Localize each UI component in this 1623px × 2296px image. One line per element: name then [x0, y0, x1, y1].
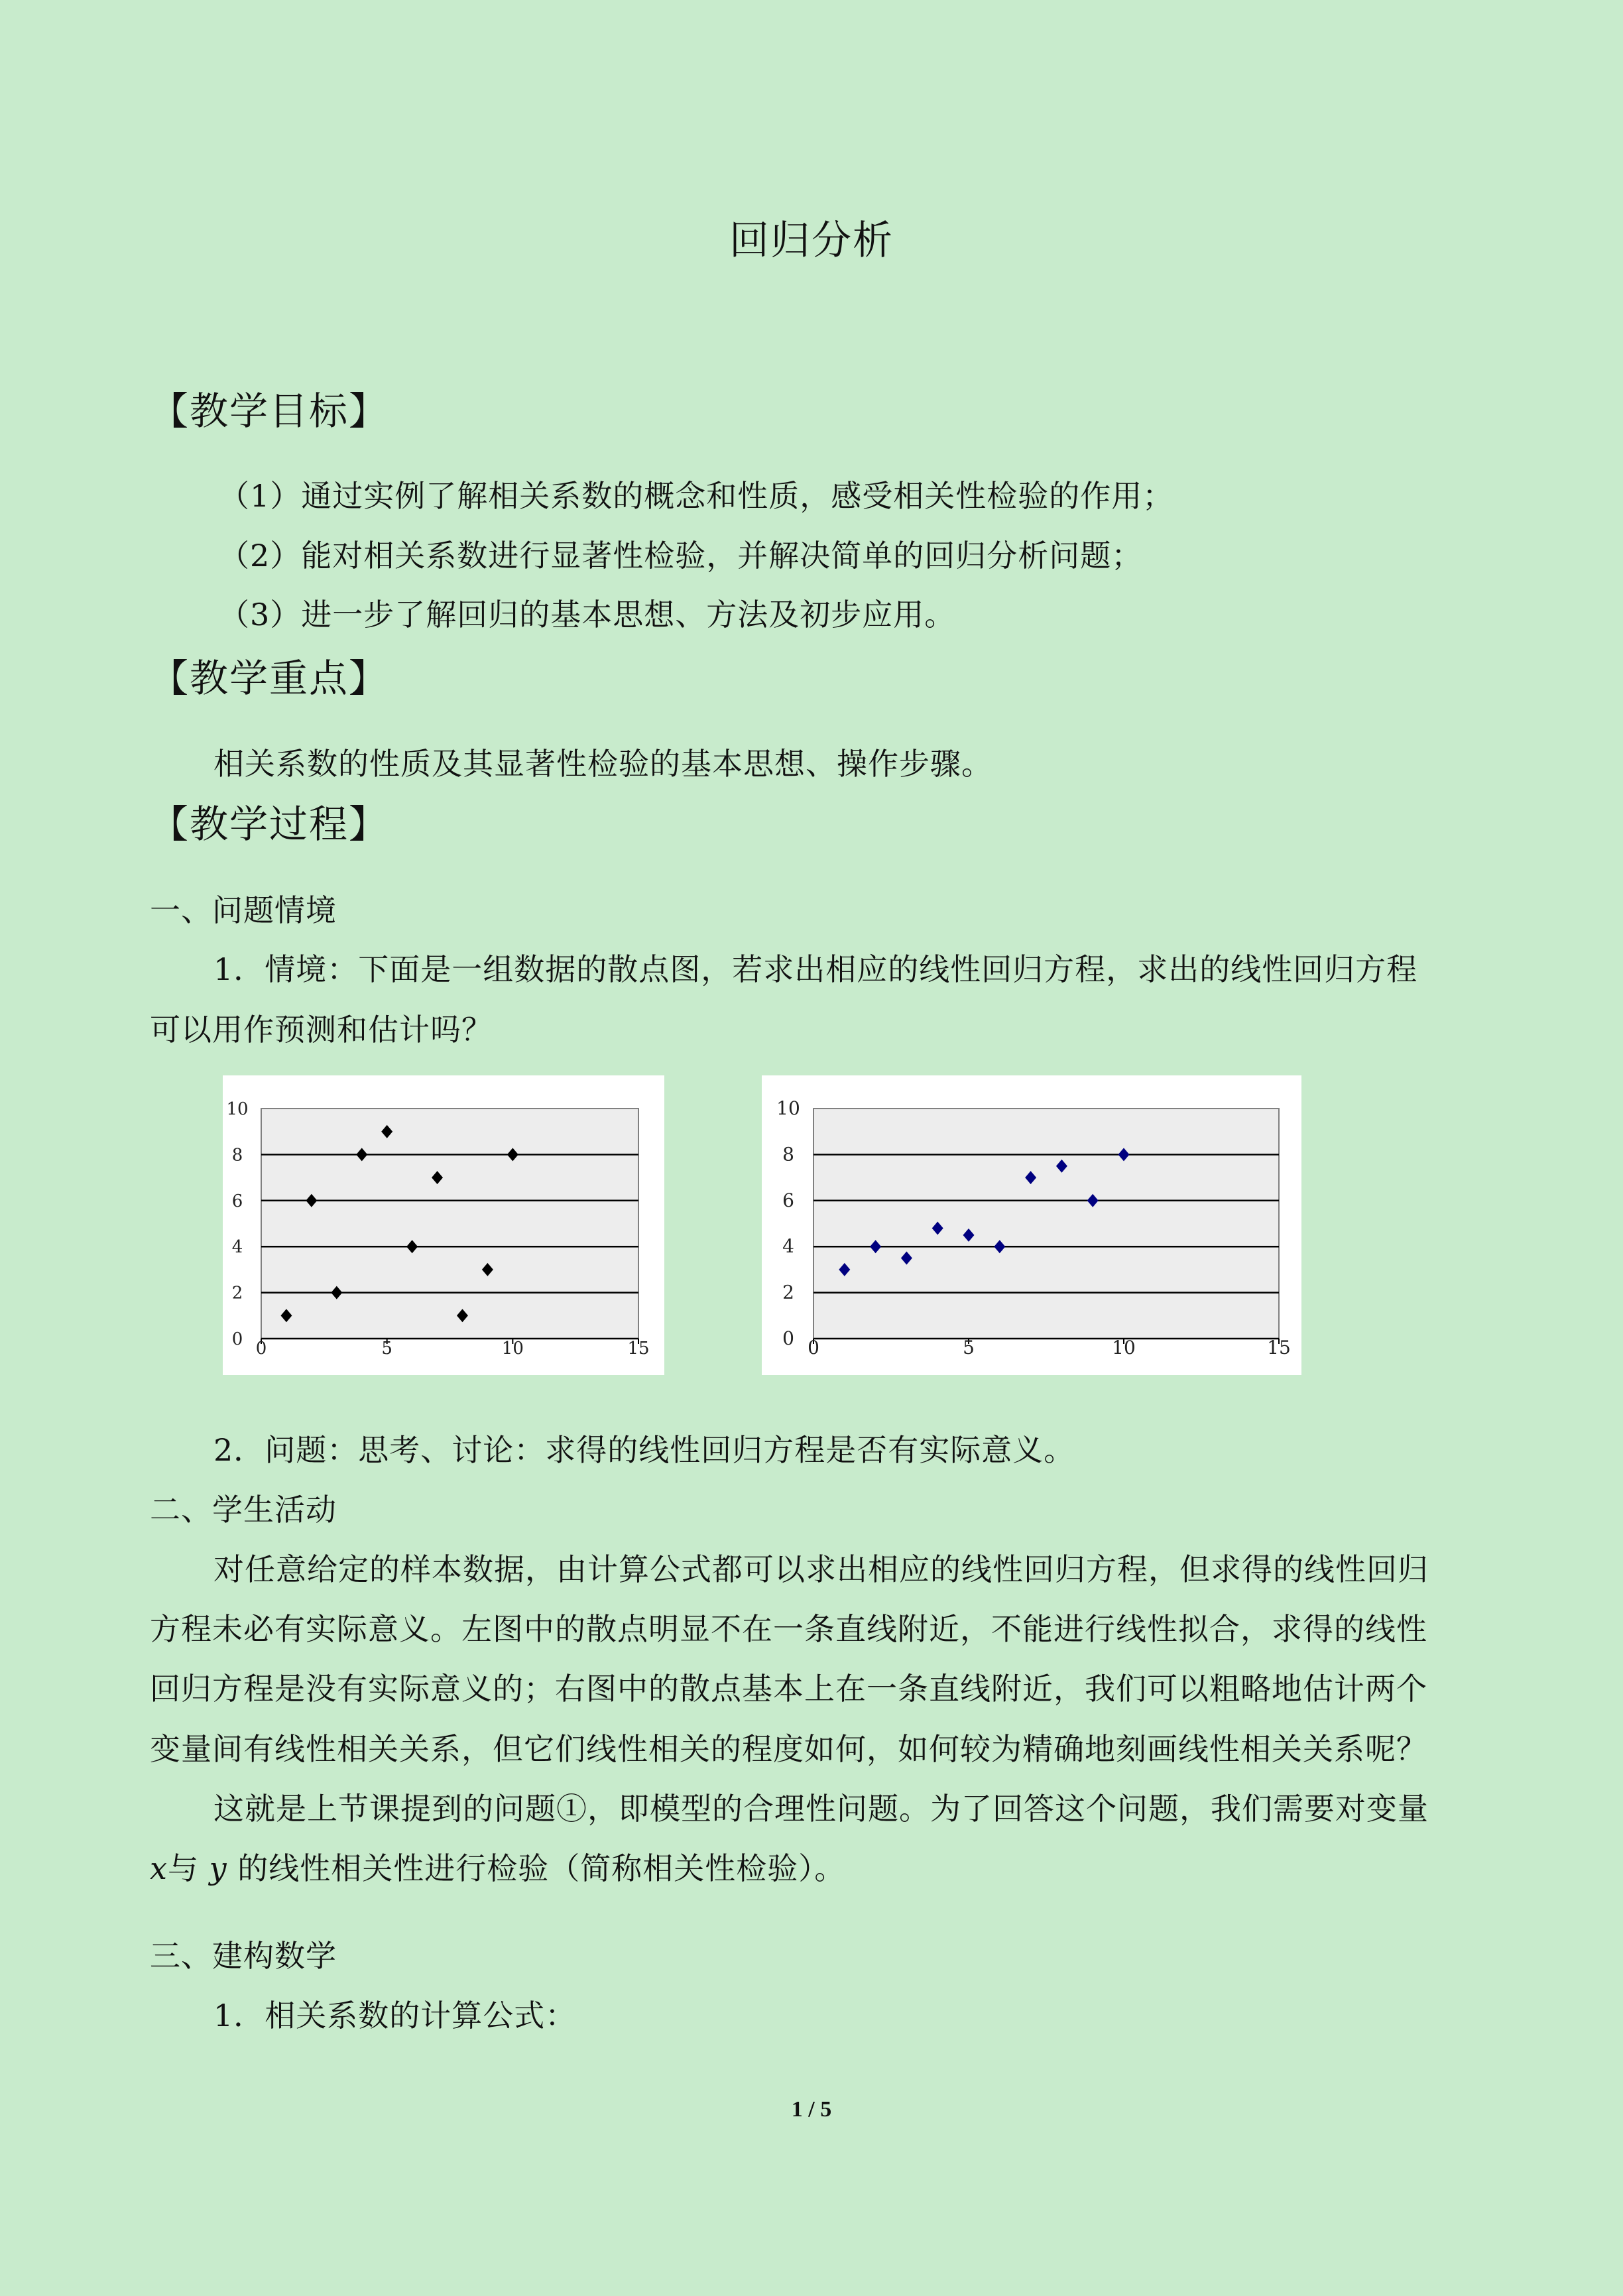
scatter-chart-left: [223, 1075, 664, 1375]
plot-area: [813, 1109, 1279, 1339]
objective-item-1: （1）通过实例了解相关系数的概念和性质，感受相关性检验的作用；: [219, 478, 1174, 514]
section-title-problem: 一、问题情境: [150, 892, 337, 928]
x-tick-label: 5: [963, 1337, 975, 1359]
activity-p1-line-2: 方程未必有实际意义。左图中的散点明显不在一条直线附近，不能进行线性拟合，求得的线性: [150, 1611, 1427, 1647]
objective-item-2: （2）能对相关系数进行显著性检验，并解决简单的回归分析问题；: [219, 538, 1143, 574]
objectives-heading: 【教学目标】: [150, 389, 389, 434]
x-tick-label: 5: [381, 1339, 392, 1359]
y-tick-label: 6: [782, 1189, 794, 1211]
page-number: 1 / 5: [791, 2097, 832, 2122]
section-title-activity: 二、学生活动: [150, 1492, 337, 1528]
situation-line-1: 1．情境：下面是一组数据的散点图，若求出相应的线性回归方程，求出的线性回归方程: [213, 951, 1418, 987]
page-title: 回归分析: [729, 217, 894, 264]
situation-line-2: 可以用作预测和估计吗？: [150, 1012, 493, 1048]
y-tick-label: 2: [782, 1281, 794, 1303]
y-tick-label: 10: [226, 1099, 249, 1119]
activity-p2-line-2: [150, 1848, 845, 1888]
x-tick-label: 15: [627, 1339, 650, 1359]
plot-area: [261, 1109, 638, 1339]
y-tick-label: 8: [782, 1143, 794, 1166]
scatter-plot-right-svg: [762, 1075, 1301, 1375]
activity-p1-line-4: 变量间有线性相关关系，但它们线性相关的程度如何，如何较为精确地刻画线性相关关系呢？: [150, 1731, 1427, 1767]
y-tick-label: 10: [776, 1097, 800, 1119]
key-points-heading: 【教学重点】: [150, 656, 389, 701]
y-tick-label: 6: [231, 1191, 243, 1211]
scatter-plot-left-svg: [223, 1075, 664, 1375]
x-tick-label: 10: [1112, 1337, 1136, 1359]
section-title-construct: 三、建构数学: [150, 1938, 337, 1974]
y-tick-label: 0: [231, 1329, 243, 1349]
objective-item-3: （3）进一步了解回归的基本思想、方法及初步应用。: [219, 597, 956, 633]
key-points-text: 相关系数的性质及其显著性检验的基本思想、操作步骤。: [213, 746, 992, 782]
x-tick-label: 0: [808, 1337, 819, 1359]
text-and: 与: [167, 1850, 199, 1886]
activity-p2-line-2-rest: 的线性相关性进行检验（简称相关性检验）。: [237, 1850, 846, 1886]
x-tick-label: 15: [1267, 1337, 1291, 1359]
x-tick-label: 0: [255, 1339, 267, 1359]
var-y: y: [209, 1850, 227, 1886]
y-tick-label: 8: [231, 1145, 243, 1166]
y-tick-label: 4: [782, 1235, 794, 1258]
var-x: x: [150, 1850, 168, 1886]
y-tick-label: 0: [782, 1327, 794, 1349]
activity-p1-line-3: 回归方程是没有实际意义的；右图中的散点基本上在一条直线附近，我们可以粗略地估计两个: [150, 1671, 1427, 1707]
x-tick-label: 10: [501, 1339, 524, 1359]
activity-p2-line-1: 这就是上节课提到的问题①，即模型的合理性问题。为了回答这个问题，我们需要对变量: [213, 1791, 1429, 1827]
activity-p1-line-1: 对任意给定的样本数据，由计算公式都可以求出相应的线性回归方程，但求得的线性回归: [213, 1551, 1429, 1587]
formula-intro: 1．相关系数的计算公式：: [213, 1998, 577, 2033]
y-tick-label: 4: [231, 1237, 243, 1258]
y-tick-label: 2: [231, 1283, 243, 1303]
question-text: 2．问题：思考、讨论：求得的线性回归方程是否有实际意义。: [213, 1432, 1075, 1468]
scatter-chart-right: [762, 1075, 1301, 1375]
process-heading: 【教学过程】: [150, 802, 389, 847]
